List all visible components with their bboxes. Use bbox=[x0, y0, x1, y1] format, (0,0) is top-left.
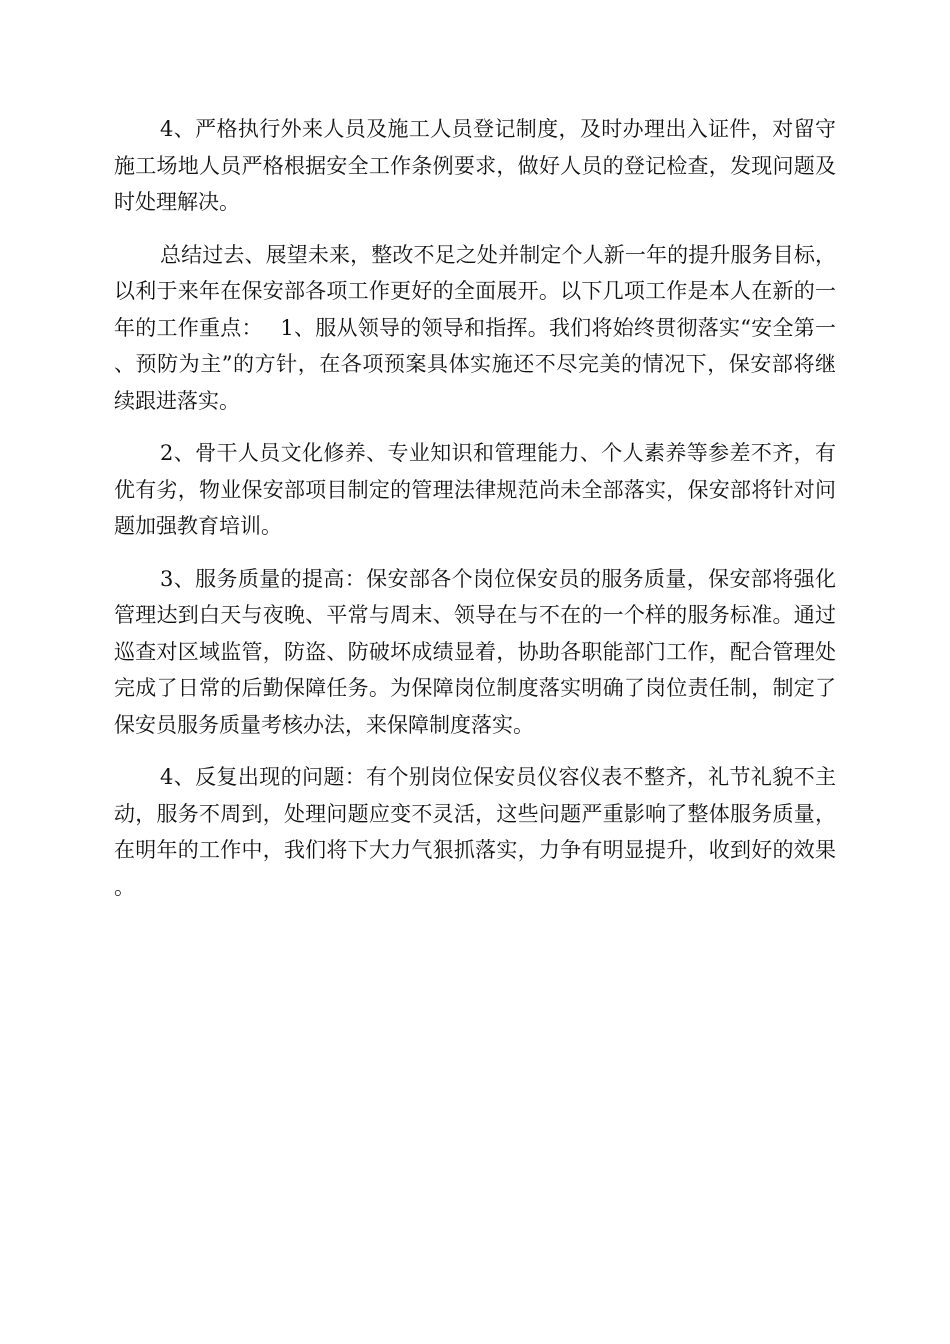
paragraph-summary-and-goals: 总结过去、展望未来，整改不足之处并制定个人新一年的提升服务目标，以利于来年在保安部各项工作更好的全面展开。以下几项工作是本人在新的一年的工作重点： 1、服从领导的领导和指挥。我们将始终贯彻落实“安全第一、预防为主”的方针，在各项预案具体实施还不尽完美的情况下，保安部将继续跟进落实。 bbox=[114, 242, 836, 413]
paragraph-registration-rule: 4、严格执行外来人员及施工人员登记制度，及时办理出入证件，对留守施工场地人员严格根据安全工作条例要求，做好人员的登记检查，发现问题及时处理解决。 bbox=[114, 117, 836, 214]
document-body bbox=[114, 111, 836, 921]
paragraph-service-quality: 3、服务质量的提高：保安部各个岗位保安员的服务质量，保安部将强化管理达到白天与夜晚、平常与周末、领导在与不在的一个样的服务标准。通过巡查对区域监管，防盗、防破坏成绩显着，协助各职能部门工作，配合管理处完成了日常的后勤保障任务。为保障岗位制度落实明确了岗位责任制，制定了保安员服务质量考核办法，来保障制度落实。 bbox=[114, 566, 836, 737]
paragraph-recurring-problems: 4、反复出现的问题：有个别岗位保安员仪容仪表不整齐，礼节礼貌不主动，服务不周到，处理问题应变不灵活，这些问题严重影响了整体服务质量，在明年的工作中，我们将下大力气狠抓落实，力争有明显提升，收到好的效果。 bbox=[114, 765, 836, 899]
paragraph-staff-training: 2、骨干人员文化修养、专业知识和管理能力、个人素养等参差不齐，有优有劣，物业保安部项目制定的管理法律规范尚未全部落实，保安部将针对问题加强教育培训。 bbox=[114, 441, 836, 538]
